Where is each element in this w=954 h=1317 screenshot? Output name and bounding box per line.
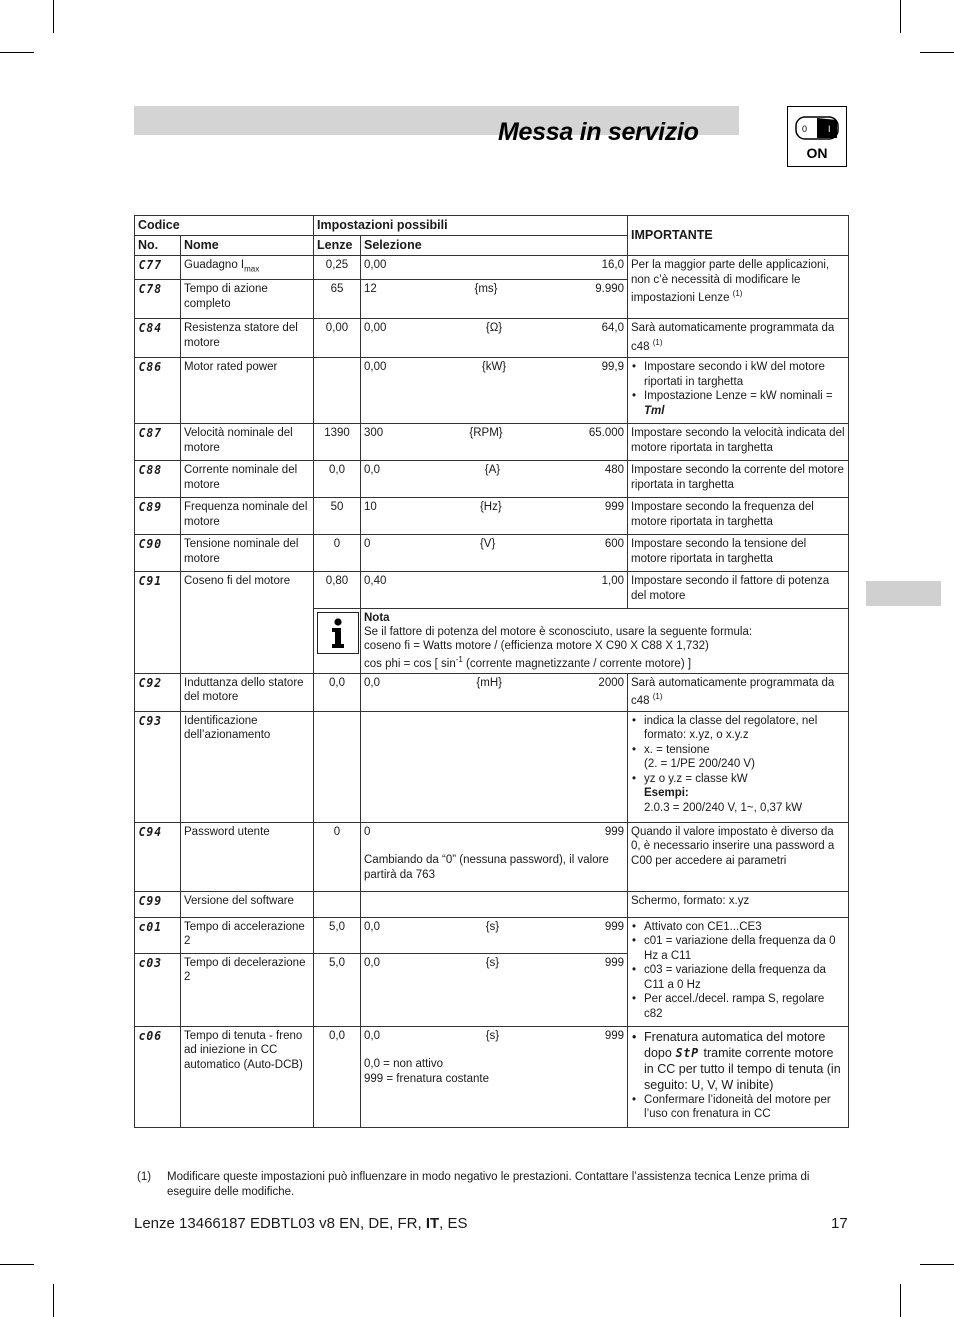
selection-range: 0,0 {s} 999 xyxy=(361,917,628,953)
parameter-name: Tempo di accelerazione 2 xyxy=(181,917,314,953)
lenze-value: 0,25 xyxy=(314,256,361,280)
lenze-value: 0,00 xyxy=(314,319,361,358)
lenze-value: 0,0 xyxy=(314,461,361,498)
lenze-value xyxy=(314,891,361,917)
lenze-value: 65 xyxy=(314,280,361,319)
table-row xyxy=(135,673,849,711)
important-note: Sarà automaticamente programmata da c48 $^{(1)}$ xyxy=(628,673,849,711)
crop-mark xyxy=(920,1264,954,1265)
parameter-code: c06 xyxy=(138,1028,163,1043)
parameter-name: Versione del software xyxy=(181,891,314,917)
crop-mark xyxy=(53,1284,54,1317)
crop-mark xyxy=(920,52,954,53)
table-row xyxy=(135,572,849,609)
header-impostazioni: Impostazioni possibili xyxy=(314,216,628,236)
selection-range: 300 {RPM} 65.000 xyxy=(361,424,628,461)
list-item: • Impostare secondo i kW del motore riportati in targhetta xyxy=(644,360,845,389)
parameter-name: Tempo di azione completo xyxy=(181,280,314,319)
lenze-value: 50 xyxy=(314,498,361,535)
parameter-code: C93 xyxy=(138,713,163,728)
lenze-value xyxy=(314,711,361,822)
page-title: Messa in servizio xyxy=(498,118,699,146)
selection-range: 0,00 {kW} 99,9 xyxy=(361,358,628,424)
parameter-name: Guadagno $I_{max}$ xyxy=(181,256,314,280)
table-row xyxy=(135,711,849,822)
crop-mark xyxy=(900,1284,901,1317)
parameter-code: C77 xyxy=(138,258,163,272)
crop-mark xyxy=(0,1264,34,1265)
switch-off-label: 0 xyxy=(802,124,808,134)
table-row xyxy=(135,256,849,280)
parameter-name: Induttanza dello statore del motore xyxy=(181,673,314,711)
list-item: • Confermare l’idoneità del motore per l’uso con frenatura in CC xyxy=(644,1093,845,1122)
parameter-name: Frequenza nominale del motore xyxy=(181,498,314,535)
parameter-code: C89 xyxy=(138,500,163,514)
footnote-text: Modificare queste impostazioni può influenzare in modo negativo le prestazioni. Contattare l’assistenza tecnica Lenze prima di eseguire delle modifiche. xyxy=(167,1171,810,1198)
table-row xyxy=(135,917,849,953)
header-selezione: Selezione xyxy=(361,236,628,256)
switch-on-label: I xyxy=(828,124,831,134)
header-codice: Codice xyxy=(135,216,314,236)
selection-range: 0,0 {A} 480 xyxy=(361,461,628,498)
on-label: ON xyxy=(806,145,828,161)
selection-range: 0 {V} 600 xyxy=(361,535,628,572)
important-note: Per la maggior parte delle applicazioni, non c’è necessità di modificare le impostazioni Lenze $^{(1)}$ xyxy=(628,256,849,319)
list-item: • Impostazione Lenze = kW nominali = Tml xyxy=(644,389,845,418)
parameter-name: Tempo di decelerazione 2 xyxy=(181,953,314,1026)
parameter-name: Motor rated power xyxy=(181,358,314,424)
crop-mark xyxy=(0,52,34,53)
important-note: Impostare secondo la frequenza del motore riportata in targhetta xyxy=(628,498,849,535)
list-item: • x. = tensione (2. = 1/PE 200/240 V) xyxy=(644,743,845,772)
selection-range: 0 999 Cambiando da “0” (nessuna password), il valore partirà da 763 xyxy=(361,822,628,891)
selection-range: 10 {Hz} 999 xyxy=(361,498,628,535)
lenze-value xyxy=(314,358,361,424)
list-item: • yz o y.z = classe kW Esempi: 2.0.3 = 200/240 V, 1~, 0,37 kW xyxy=(644,772,845,816)
parameter-code: C88 xyxy=(138,463,163,477)
selection-range: 0,00 {Ω} 64,0 xyxy=(361,319,628,358)
parameter-code: C99 xyxy=(138,893,163,908)
list-item: • Attivato con CE1...CE3 xyxy=(644,920,845,935)
table-row xyxy=(135,891,849,917)
list-item: • c03 = variazione della frequenza da C11 a 0 Hz xyxy=(644,963,845,992)
list-item: • indica la classe del regolatore, nel formato: x.yz, o x.y.z xyxy=(644,714,845,743)
selection-range xyxy=(361,891,628,917)
footnote-number: (1) xyxy=(137,1171,152,1183)
page-number: 17 xyxy=(831,1215,848,1232)
parameter-name: Resistenza statore del motore xyxy=(181,319,314,358)
list-item: • Per accel./decel. rampa S, regolare c82 xyxy=(644,992,845,1021)
parameter-name: Coseno fi del motore xyxy=(181,572,314,674)
table-row xyxy=(135,424,849,461)
important-note: Impostare secondo il fattore di potenza del motore xyxy=(628,572,849,609)
selection-range xyxy=(361,711,628,822)
header-lenze: Lenze xyxy=(314,236,361,256)
parameter-table xyxy=(134,215,849,1128)
crop-mark xyxy=(900,0,901,33)
lenze-value: 5,0 xyxy=(314,953,361,1026)
important-note: Schermo, formato: x.yz xyxy=(628,891,849,917)
parameter-name: Identificazione dell’azionamento xyxy=(181,711,314,822)
parameter-name: Tensione nominale del motore xyxy=(181,535,314,572)
important-note: Sarà automaticamente programmata da c48 $^{(1)}$ xyxy=(628,319,849,358)
lenze-value: 1390 xyxy=(314,424,361,461)
parameter-code: c01 xyxy=(138,919,163,934)
info-icon xyxy=(317,612,359,654)
parameter-code: C78 xyxy=(138,282,163,296)
note-text: Nota Se il fattore di potenza del motore è sconosciuto, usare la seguente formula: coseno fi = Watts motore / (efficienza motore X C90 X C88 X 1,732) cos phi = cos [ $\sin^{-1}$ (corrente magnetizzante / corrente motore) ] xyxy=(361,609,849,674)
important-note: Impostare secondo la tensione del motore riportata in targhetta xyxy=(628,535,849,572)
parameter-code: C92 xyxy=(138,675,163,690)
important-note: Quando il valore impostato è diverso da 0, è necessario inserire una password a C00 per accedere ai parametri xyxy=(628,822,849,891)
table-row xyxy=(135,319,849,358)
lenze-value: 0,80 xyxy=(314,572,361,609)
footer-document-info: Lenze 13466187 EDBTL03 v8 EN, DE, FR, IT, ES xyxy=(134,1215,468,1232)
section-tab xyxy=(866,581,941,606)
lenze-value: 0 xyxy=(314,822,361,891)
parameter-code: C91 xyxy=(138,574,163,588)
info-cell xyxy=(314,609,361,674)
parameter-code: C86 xyxy=(138,360,163,374)
selection-range: 0,0 {s} 999 0,0 = non attivo 999 = frenatura costante xyxy=(361,1026,628,1127)
parameter-name: Velocità nominale del motore xyxy=(181,424,314,461)
selection-range: 0,40 1,00 xyxy=(361,572,628,609)
parameter-name: Corrente nominale del motore xyxy=(181,461,314,498)
table-row xyxy=(135,461,849,498)
important-note xyxy=(628,358,849,424)
lenze-value: 0,0 xyxy=(314,1026,361,1127)
list-item: • c01 = variazione della frequenza da 0 Hz a C11 xyxy=(644,934,845,963)
parameter-code: C84 xyxy=(138,321,163,335)
table-row xyxy=(135,1026,849,1127)
table-row xyxy=(135,358,849,424)
crop-mark xyxy=(53,0,54,33)
power-switch-on-icon xyxy=(787,106,847,167)
table-row xyxy=(135,535,849,572)
selection-range: 0,0 {s} 999 xyxy=(361,953,628,1026)
header-no: No. xyxy=(135,236,181,256)
selection-range: 0,00 16,0 xyxy=(361,256,628,280)
important-note xyxy=(628,1026,849,1127)
header-nome: Nome xyxy=(181,236,314,256)
selection-range: 0,0 {mH} 2000 xyxy=(361,673,628,711)
header-importante: IMPORTANTE xyxy=(628,216,849,256)
parameter-code: C94 xyxy=(138,824,163,839)
table-row xyxy=(135,822,849,891)
parameter-code: c03 xyxy=(138,955,163,970)
parameter-name: Password utente xyxy=(181,822,314,891)
list-item: • Frenatura automatica del motore dopo StP tramite corrente motore in CC per tutto il tempo di tenuta (in seguito: U, V, W inibite) xyxy=(644,1029,845,1093)
lenze-value: 0,0 xyxy=(314,673,361,711)
parameter-name: Tempo di tenuta - freno ad iniezione in CC automatico (Auto-DCB) xyxy=(181,1026,314,1127)
important-note: Impostare secondo la corrente del motore riportata in targhetta xyxy=(628,461,849,498)
table-row xyxy=(135,498,849,535)
important-note: Impostare secondo la velocità indicata del motore riportata in targhetta xyxy=(628,424,849,461)
selection-range: 12 {ms} 9.990 xyxy=(361,280,628,319)
parameter-code: C87 xyxy=(138,426,163,440)
parameter-code: C90 xyxy=(138,537,163,551)
lenze-value: 5,0 xyxy=(314,917,361,953)
important-note xyxy=(628,917,849,1026)
important-note xyxy=(628,711,849,822)
lenze-value: 0 xyxy=(314,535,361,572)
